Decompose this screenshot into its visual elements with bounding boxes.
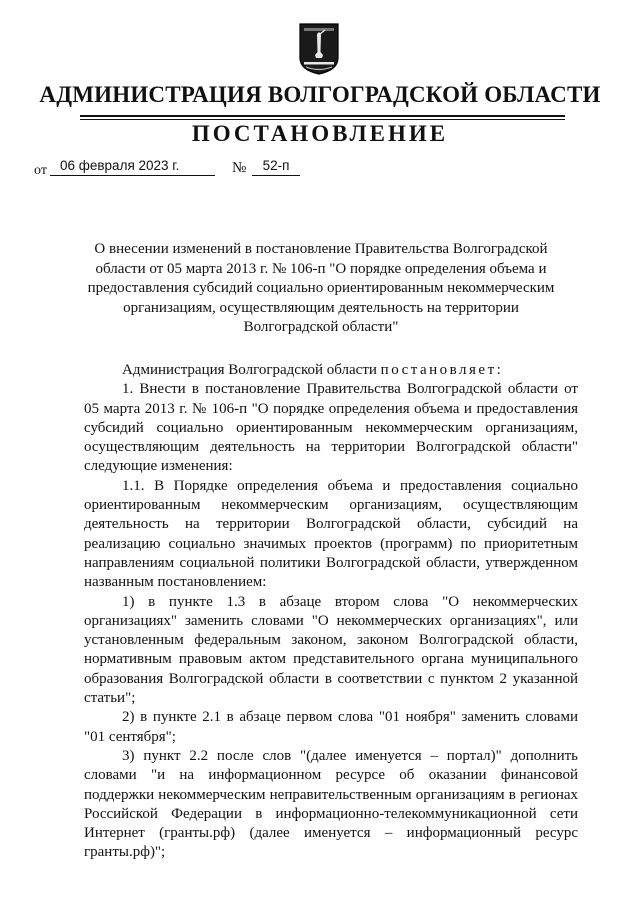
document-number: 52-п (252, 157, 300, 176)
item-3: 3) пункт 2.2 после слов "(далее именуется – портал)" дополнить словами "и на информационном ресурсе об оказании финансовой поддержки некоммерческим неправительственным организациям в регионах Российской Федерации в информационно-телекоммуникационной сети Интернет (гранты.рф) (далее именуется – информационный ресурс гранты.рф)"; (84, 747, 578, 861)
document-body (84, 361, 578, 863)
date-prefix: от (34, 163, 47, 178)
header-rule-thin (80, 119, 565, 120)
coat-of-arms-icon (298, 22, 340, 76)
intro-text: Администрация Волгоградской области (122, 362, 377, 378)
document-date: 06 февраля 2023 г. (50, 157, 215, 176)
number-sign: № (232, 160, 247, 176)
intro-paragraph (84, 361, 578, 380)
item-1: 1) в пункте 1.3 в абзаце втором слова "О некоммерческих организациях" заменить словами "О некоммерческих организациях", или установленным федеральным законом, законом Волгоградской области, нормативным правовым актом представительного органа муниципального образования Волгоградской области в соответствии с пунктом 2 указанной статьи"; (84, 593, 578, 707)
document-type-title: ПОСТАНОВЛЕНИЕ (191, 121, 449, 146)
intro-verb: постановляет: (380, 362, 504, 378)
header-rule-thick (80, 115, 565, 117)
paragraph-1: 1. Внести в постановление Правительства Волгоградской области от 05 марта 2013 г. № 106-п "О порядке определения объема и предоставления субсидий социально ориентированным некоммерческим организациям, осуществляющим деятельность на территории Волгоградской области" следующие изменения: (84, 381, 578, 475)
paragraph-1-1: 1.1. В Порядке определения объема и предоставления социально ориентированным некоммерческим организациям, осуществляющим деятельность на территории Волгоградской области, субсидий на реализацию социально значимых проектов (программ) по приоритетным направлениям социальной политики Волгоградской области, утвержденном названным постановлением: (84, 477, 578, 591)
item-2: 2) в пункте 2.1 в абзаце первом слова "01 ноября" заменить словами "01 сентября"; (84, 709, 578, 745)
document-subject: О внесении изменений в постановление Правительства Волгоградской области от 05 марта 2013 г. № 106-п "О порядке определения объема и предоставления субсидий социально ориентированным некоммерческим организациям, осуществляющим деятельность на территории Волгоградской области" (87, 241, 555, 335)
organization-title: АДМИНИСТРАЦИЯ ВОЛГОГРАДСКОЙ ОБЛАСТИ (39, 82, 601, 107)
